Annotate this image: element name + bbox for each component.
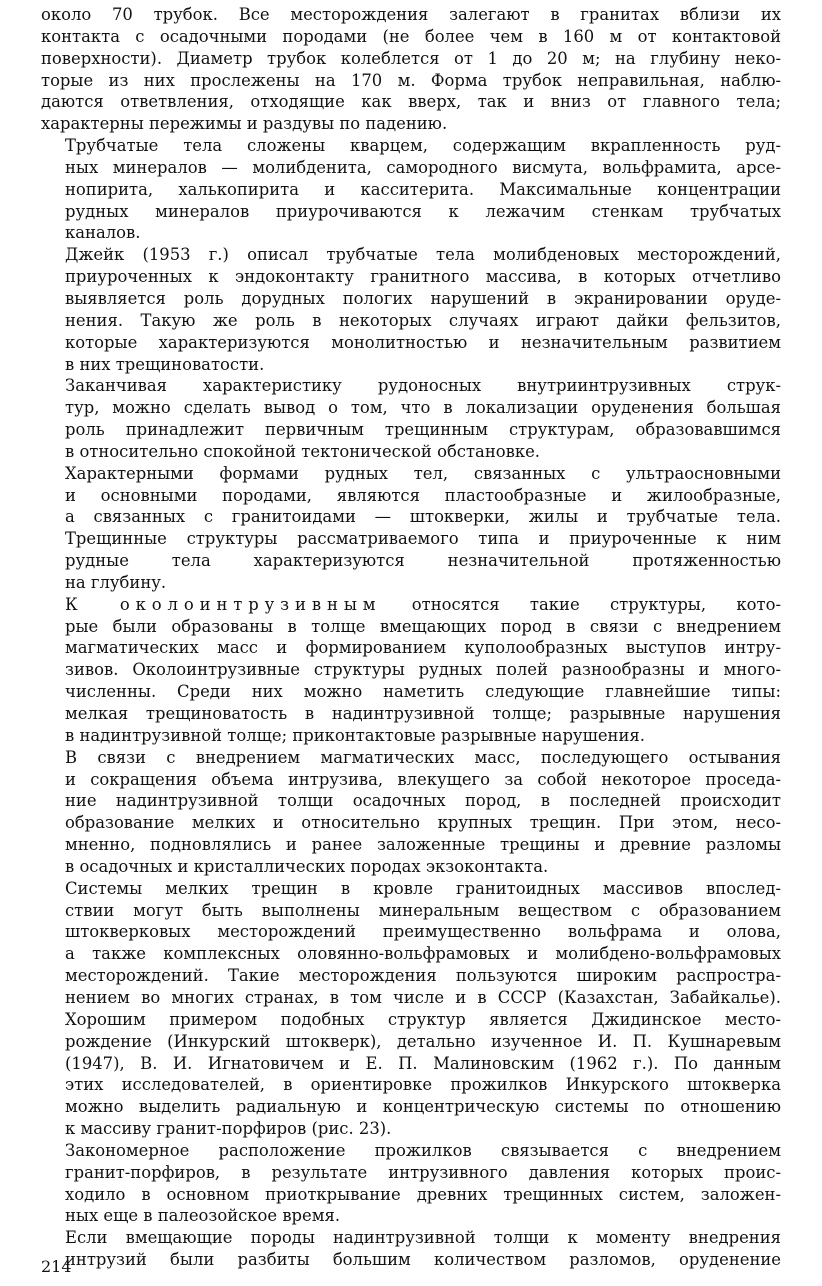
text-line: приуроченных к эндоконтакту гранитного массива, в которых отчетливо: [65, 267, 781, 287]
text-line: штокверковых месторождений преимущественно вольфрама и олова,: [65, 922, 781, 942]
text-line: торые из них прослежены на 170 м. Форма трубок неправильная, наблю-: [41, 70, 781, 90]
text-line: магматических масс и формированием куполообразных выступов интру-: [65, 638, 781, 658]
text-line: и основными породами, являются пластообразные и жилообразные,: [65, 485, 781, 505]
text-line: нения. Такую же роль в некоторых случаях играют дайки фельзитов,: [65, 310, 781, 330]
paragraph: [41, 878, 781, 1140]
text-line: нопирита, халькопирита и касситерита. Максимальные концентрации: [65, 179, 781, 199]
text-line: месторождений. Такие месторождения пользуются широким распростра-: [65, 966, 781, 986]
text-line: к массиву гранит-порфиров (рис. 23).: [65, 1119, 392, 1139]
text-line: Трубчатые тела сложены кварцем, содержащим вкрапленность руд-: [65, 136, 781, 156]
paragraph: [41, 1140, 781, 1227]
spaced-term: К околоинтрузивным: [65, 594, 382, 614]
text-line: рые были образованы в толще вмещающих пород в связи с внедрением: [65, 616, 781, 636]
text-line: рудные тела характеризуются незначительной протяженностью: [65, 551, 781, 571]
text-line: даются ответвления, отходящие как вверх, так и вниз от главного тела;: [41, 92, 781, 112]
text-line: контакта с осадочными породами (не более чем в 160 м от контактовой: [41, 26, 781, 46]
text-line: тур, можно сделать вывод о том, что в локализации оруденения большая: [65, 398, 781, 418]
text-line: ствии могут быть выполнены минеральным веществом с образованием: [65, 900, 781, 920]
text-line: численны. Среди них можно наметить следующие главнейшие типы:: [65, 682, 781, 702]
text-line: этих исследователей, в ориентировке прожилков Инкурского штокверка: [65, 1075, 781, 1095]
paragraph: [41, 594, 781, 747]
text-line: в надинтрузивной толще; приконтактовые разрывные нарушения.: [65, 725, 645, 745]
text-line: а также комплексных оловянно-вольфрамовых и молибдено-вольфрамовых: [65, 944, 781, 964]
text-line: поверхности). Диаметр трубок колеблется от 1 до 20 м; на глубину неко-: [41, 48, 781, 68]
text-line: рудных минералов приурочиваются к лежачим стенкам трубчатых: [65, 201, 781, 221]
paragraph: [41, 4, 781, 135]
text-line: можно выделить радиальную и концентрическую системы по отношению: [65, 1097, 781, 1117]
text-line: ходило в основном приоткрывание древних трещинных систем, заложен-: [65, 1184, 781, 1204]
text-line: а связанных с гранитоидами — штокверки, жилы и трубчатые тела.: [65, 507, 781, 527]
paragraph: [41, 135, 781, 244]
text-line: Закономерное расположение прожилков связывается с внедрением: [65, 1140, 781, 1160]
text-line: Системы мелких трещин в кровле гранитоидных массивов впослед-: [65, 878, 781, 898]
text-line: ние надинтрузивной толщи осадочных пород, в последней происходит: [65, 791, 781, 811]
text-line: характерны пережимы и раздувы по падению.: [41, 114, 448, 134]
text-line: нением во многих странах, в том числе и в СССР (Казахстан, Забайкалье).: [65, 987, 781, 1007]
text-line: рождение (Инкурский штокверк), детально изученное И. П. Кушнаревым: [65, 1031, 781, 1051]
text-line: Хорошим примером подобных структур является Джидинское место-: [65, 1009, 781, 1029]
text-line: мненно, подновлялись и ранее заложенные трещины и древние разломы: [65, 835, 781, 855]
text-line: на глубину.: [65, 572, 167, 592]
paragraph: [41, 463, 781, 594]
text-line: которые характеризуются монолитностью и незначительным развитием: [65, 332, 781, 352]
page-number: 214: [41, 1257, 72, 1276]
text-line: Если вмещающие породы надинтрузивной толщи к моменту внедрения: [65, 1228, 781, 1248]
text-line: около 70 трубок. Все месторождения залегают в гранитах вблизи их: [41, 5, 781, 24]
text-line: Характерными формами рудных тел, связанных с ультраосновными: [65, 463, 781, 483]
text-line: В связи с внедрением магматических масс, последующего остывания: [65, 747, 781, 767]
page-body: [41, 4, 781, 1271]
paragraph: [41, 375, 781, 462]
text-line: Джейк (1953 г.) описал трубчатые тела молибденовых месторождений,: [65, 245, 781, 265]
text-line: и сокращения объема интрузива, влекущего за собой некоторое проседа-: [65, 769, 781, 789]
line-text: относятся такие структуры, кото-: [381, 594, 781, 614]
text-line: зивов. Околоинтрузивные структуры рудных полей разнообразны и много-: [65, 660, 781, 680]
paragraph: [41, 244, 781, 375]
text-line: [41, 594, 781, 616]
text-line: интрузий были разбиты большим количеством разломов, оруденение: [65, 1250, 781, 1270]
text-line: выявляется роль дорудных пологих нарушений в экранировании оруде-: [65, 288, 781, 308]
text-line: в них трещиноватости.: [65, 354, 265, 374]
text-line: ных еще в палеозойское время.: [65, 1206, 341, 1226]
text-line: ных минералов — молибденита, самородного висмута, вольфрамита, арсе-: [65, 157, 781, 177]
text-line: Заканчивая характеристику рудоносных внутриинтрузивных струк-: [65, 376, 781, 396]
text-line: (1947), В. И. Игнатовичем и Е. П. Малиновским (1962 г.). По данным: [65, 1053, 781, 1073]
text-line: каналов.: [65, 223, 141, 243]
text-line: роль принадлежит первичным трещинным структурам, образовавшимся: [65, 420, 781, 440]
text-line: мелкая трещиноватость в надинтрузивной толще; разрывные нарушения: [65, 704, 781, 723]
text-line: Трещинные структуры рассматриваемого типа и приуроченные к ним: [65, 529, 781, 549]
text-line: образование мелких и относительно крупных трещин. При этом, несо-: [65, 813, 781, 833]
text-line: в осадочных и кристаллических породах экзоконтакта.: [65, 856, 549, 876]
paragraph: [41, 1227, 781, 1271]
text-line: гранит-порфиров, в результате интрузивного давления которых проис-: [65, 1162, 781, 1182]
paragraph: [41, 747, 781, 878]
text-line: в относительно спокойной тектонической обстановке.: [65, 441, 541, 461]
